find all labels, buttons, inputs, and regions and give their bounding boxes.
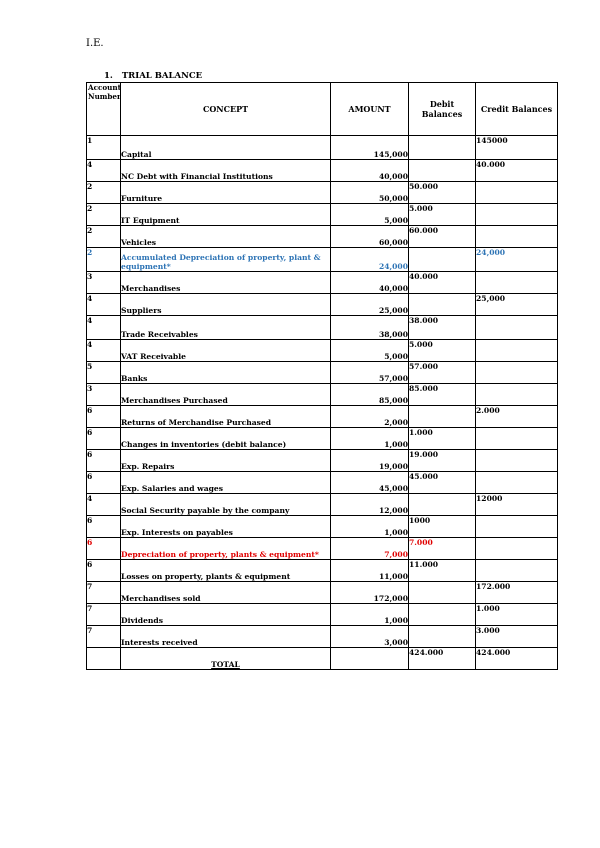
concept-cell: Trade Receivables	[121, 316, 331, 340]
table-row	[87, 428, 558, 450]
table-row	[87, 182, 558, 204]
debit-cell	[409, 494, 476, 516]
debit-cell: 60.000	[409, 226, 476, 248]
account-number-cell: 6	[87, 406, 121, 428]
amount-cell: 85,000	[331, 384, 409, 406]
total-concept-cell: TOTAL	[121, 648, 331, 670]
debit-cell	[409, 626, 476, 648]
debit-cell: 1.000	[409, 428, 476, 450]
document-header-mark: I.E.	[86, 38, 104, 49]
credit-cell	[476, 316, 558, 340]
credit-cell	[476, 384, 558, 406]
amount-cell: 2,000	[331, 406, 409, 428]
debit-cell: 40.000	[409, 272, 476, 294]
concept-cell: IT Equipment	[121, 204, 331, 226]
concept-cell: VAT Receivable	[121, 340, 331, 362]
credit-cell: 40.000	[476, 160, 558, 182]
amount-cell: 38,000	[331, 316, 409, 340]
debit-cell: 50.000	[409, 182, 476, 204]
amount-cell: 45,000	[331, 472, 409, 494]
account-number-cell: 2	[87, 204, 121, 226]
debit-cell	[409, 582, 476, 604]
amount-cell: 25,000	[331, 294, 409, 316]
amount-cell: 1,000	[331, 516, 409, 538]
header-debit: Debit Balances	[409, 83, 476, 136]
concept-cell: Losses on property, plants & equipment	[121, 560, 331, 582]
concept-cell: Exp. Interests on payables	[121, 516, 331, 538]
amount-cell: 7,000	[331, 538, 409, 560]
amount-cell: 172,000	[331, 582, 409, 604]
amount-cell: 12,000	[331, 494, 409, 516]
debit-cell	[409, 248, 476, 272]
debit-cell: 5.000	[409, 340, 476, 362]
table-row	[87, 582, 558, 604]
debit-cell	[409, 604, 476, 626]
table-row	[87, 136, 558, 160]
credit-cell	[476, 516, 558, 538]
table-row	[87, 226, 558, 248]
concept-cell: Social Security payable by the company	[121, 494, 331, 516]
table-row	[87, 160, 558, 182]
account-number-cell: 4	[87, 316, 121, 340]
concept-cell: Exp. Repairs	[121, 450, 331, 472]
credit-cell	[476, 560, 558, 582]
table-row	[87, 450, 558, 472]
header-account-number: Account Number	[87, 83, 121, 136]
concept-cell: Interests received	[121, 626, 331, 648]
total-row	[87, 648, 558, 670]
account-number-cell: 2	[87, 182, 121, 204]
debit-cell	[409, 136, 476, 160]
debit-cell: 45.000	[409, 472, 476, 494]
debit-cell: 38.000	[409, 316, 476, 340]
table-row	[87, 560, 558, 582]
account-number-cell: 2	[87, 248, 121, 272]
concept-cell: Accumulated Depreciation of property, plant & equipment*	[121, 248, 331, 272]
concept-cell: Furniture	[121, 182, 331, 204]
concept-cell: Banks	[121, 362, 331, 384]
credit-cell: 12000	[476, 494, 558, 516]
total-credit-cell: 424.000	[476, 648, 558, 670]
account-number-cell: 6	[87, 538, 121, 560]
concept-cell: Capital	[121, 136, 331, 160]
account-number-cell: 5	[87, 362, 121, 384]
table-row	[87, 316, 558, 340]
account-number-cell: 6	[87, 428, 121, 450]
debit-cell: 19.000	[409, 450, 476, 472]
total-debit-cell: 424.000	[409, 648, 476, 670]
credit-cell	[476, 428, 558, 450]
account-number-cell: 2	[87, 226, 121, 248]
amount-cell: 40,000	[331, 272, 409, 294]
credit-cell: 3.000	[476, 626, 558, 648]
total-amount-cell	[331, 648, 409, 670]
account-number-cell: 6	[87, 450, 121, 472]
amount-cell: 3,000	[331, 626, 409, 648]
total-account-number-cell	[87, 648, 121, 670]
table-row	[87, 494, 558, 516]
credit-cell	[476, 472, 558, 494]
credit-cell: 24,000	[476, 248, 558, 272]
concept-cell: Changes in inventories (debit balance)	[121, 428, 331, 450]
amount-cell: 57,000	[331, 362, 409, 384]
table-row	[87, 248, 558, 272]
section-number: 1.	[104, 71, 113, 81]
concept-cell: Exp. Salaries and wages	[121, 472, 331, 494]
account-number-cell: 6	[87, 472, 121, 494]
table-row	[87, 406, 558, 428]
credit-cell	[476, 450, 558, 472]
credit-cell: 145000	[476, 136, 558, 160]
header-amount: AMOUNT	[331, 83, 409, 136]
amount-cell: 5,000	[331, 204, 409, 226]
amount-cell: 50,000	[331, 182, 409, 204]
concept-cell: Suppliers	[121, 294, 331, 316]
concept-cell: Depreciation of property, plants & equipment*	[121, 538, 331, 560]
concept-cell: Merchandises	[121, 272, 331, 294]
table-row	[87, 516, 558, 538]
account-number-cell: 4	[87, 494, 121, 516]
debit-cell: 7.000	[409, 538, 476, 560]
header-concept: CONCEPT	[121, 83, 331, 136]
credit-cell: 2.000	[476, 406, 558, 428]
credit-cell: 172.000	[476, 582, 558, 604]
amount-cell: 1,000	[331, 428, 409, 450]
credit-cell	[476, 272, 558, 294]
credit-cell	[476, 226, 558, 248]
trial-balance-table	[86, 82, 558, 670]
table-row	[87, 384, 558, 406]
concept-cell: Dividends	[121, 604, 331, 626]
concept-cell: Vehicles	[121, 226, 331, 248]
credit-cell: 1.000	[476, 604, 558, 626]
account-number-cell: 4	[87, 294, 121, 316]
credit-cell	[476, 340, 558, 362]
concept-cell: Merchandises sold	[121, 582, 331, 604]
table-body	[87, 136, 558, 670]
table-row	[87, 538, 558, 560]
credit-cell	[476, 204, 558, 226]
table-row	[87, 340, 558, 362]
amount-cell: 145,000	[331, 136, 409, 160]
amount-cell: 11,000	[331, 560, 409, 582]
amount-cell: 5,000	[331, 340, 409, 362]
amount-cell: 40,000	[331, 160, 409, 182]
account-number-cell: 4	[87, 160, 121, 182]
debit-cell: 57.000	[409, 362, 476, 384]
debit-cell: 11.000	[409, 560, 476, 582]
account-number-cell: 3	[87, 384, 121, 406]
credit-cell: 25,000	[476, 294, 558, 316]
concept-cell: Merchandises Purchased	[121, 384, 331, 406]
debit-cell	[409, 294, 476, 316]
table-row	[87, 204, 558, 226]
concept-cell: Returns of Merchandise Purchased	[121, 406, 331, 428]
account-number-cell: 7	[87, 626, 121, 648]
debit-cell	[409, 160, 476, 182]
amount-cell: 1,000	[331, 604, 409, 626]
section-title	[104, 71, 202, 81]
account-number-cell: 3	[87, 272, 121, 294]
debit-cell: 1000	[409, 516, 476, 538]
table-row	[87, 294, 558, 316]
debit-cell: 5.000	[409, 204, 476, 226]
amount-cell: 19,000	[331, 450, 409, 472]
debit-cell: 85.000	[409, 384, 476, 406]
account-number-cell: 7	[87, 604, 121, 626]
amount-cell: 60,000	[331, 226, 409, 248]
account-number-cell: 6	[87, 516, 121, 538]
debit-cell	[409, 406, 476, 428]
account-number-cell: 7	[87, 582, 121, 604]
credit-cell	[476, 538, 558, 560]
credit-cell	[476, 182, 558, 204]
credit-cell	[476, 362, 558, 384]
header-credit: Credit Balances	[476, 83, 558, 136]
account-number-cell: 6	[87, 560, 121, 582]
amount-cell: 24,000	[331, 248, 409, 272]
table-row	[87, 362, 558, 384]
table-header-row	[87, 83, 558, 136]
table-row	[87, 472, 558, 494]
table-row	[87, 604, 558, 626]
account-number-cell: 1	[87, 136, 121, 160]
concept-cell: NC Debt with Financial Institutions	[121, 160, 331, 182]
table-row	[87, 626, 558, 648]
section-title-text: TRIAL BALANCE	[121, 71, 203, 81]
table-row	[87, 272, 558, 294]
account-number-cell: 4	[87, 340, 121, 362]
